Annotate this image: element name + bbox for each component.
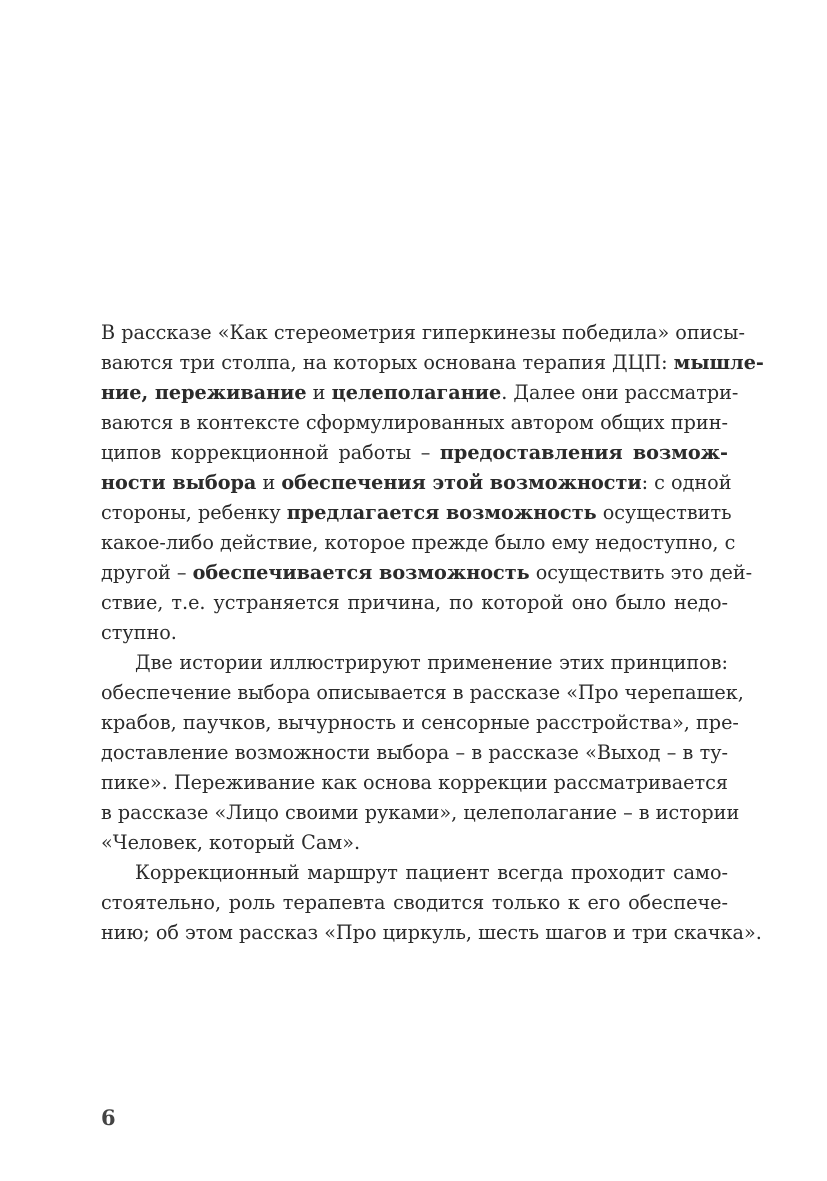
text-line <box>101 678 744 708</box>
bold-term: предоставления возмож- <box>439 441 728 464</box>
text-line <box>101 528 736 558</box>
text-run: нию; об этом рассказ «Про циркуль, шесть шагов и три скачка». <box>101 921 762 944</box>
bold-term: предлагается возможность <box>286 501 597 524</box>
text-line <box>101 438 728 468</box>
bold-term: целеполагание <box>331 381 502 404</box>
text-line <box>101 498 732 528</box>
text-line <box>101 468 732 498</box>
text-line <box>101 588 728 618</box>
text-line <box>101 618 728 648</box>
text-line <box>101 558 753 588</box>
page-number: 6 <box>101 1105 116 1130</box>
text-run: в рассказе «Лицо своими руками», целеполагание – в истории <box>101 801 740 824</box>
text-run: Коррекционный маршрут пациент всегда проходит само- <box>135 861 728 884</box>
text-run: и <box>306 381 332 404</box>
text-line <box>101 858 728 888</box>
text-run: . Далее они рассматри- <box>501 381 739 404</box>
text-run: стороны, ребенку <box>101 501 287 524</box>
bold-term: мышле- <box>673 351 764 374</box>
text-line <box>101 738 728 768</box>
text-line <box>101 348 764 378</box>
text-line <box>101 708 739 738</box>
body-text <box>101 318 764 948</box>
text-line <box>101 648 728 678</box>
text-line <box>101 318 745 348</box>
text-run: «Человек, который Сам». <box>101 831 361 854</box>
text-line <box>101 378 739 408</box>
text-run: Две истории иллюстрируют применение этих принципов: <box>135 651 728 674</box>
text-run: крабов, паучков, вычурность и сенсорные расстройства», пре- <box>101 711 739 734</box>
text-line <box>101 768 728 798</box>
text-run: ваются в контексте сформулированных автором общих прин- <box>101 411 728 434</box>
text-run: ципов коррекционной работы – <box>101 441 440 464</box>
text-run: В рассказе «Как стереометрия гиперкинезы победила» описы- <box>101 321 745 344</box>
text-line <box>101 918 762 948</box>
text-run: какое-либо действие, которое прежде было ему недоступно, с <box>101 531 736 554</box>
text-run: : с одной <box>641 471 732 494</box>
text-run: ствие, т.е. устраняется причина, по которой оно было недо- <box>101 591 728 614</box>
text-run: ваются три столпа, на которых основана терапия ДЦП: <box>101 351 674 374</box>
bold-term: обеспечения этой возможности <box>281 471 642 494</box>
text-run: и <box>256 471 282 494</box>
text-run: пике». Переживание как основа коррекции рассматривается <box>101 771 728 794</box>
text-line <box>101 888 728 918</box>
text-run: другой – <box>101 561 193 584</box>
bold-term: обеспечивается возможность <box>192 561 530 584</box>
text-run: стоятельно, роль терапевта сводится только к его обеспече- <box>101 891 728 914</box>
text-run: доставление возможности выбора – в рассказе «Выход – в ту- <box>101 741 728 764</box>
text-line <box>101 828 728 858</box>
text-run: осуществить это дей- <box>529 561 753 584</box>
text-line <box>101 798 740 828</box>
text-line <box>101 408 728 438</box>
text-run: ступно. <box>101 621 177 644</box>
bold-term: ние, переживание <box>101 381 307 404</box>
text-run: обеспечение выбора описывается в рассказе «Про черепашек, <box>101 681 744 704</box>
bold-term: ности выбора <box>101 471 257 494</box>
text-run: осуществить <box>596 501 732 524</box>
